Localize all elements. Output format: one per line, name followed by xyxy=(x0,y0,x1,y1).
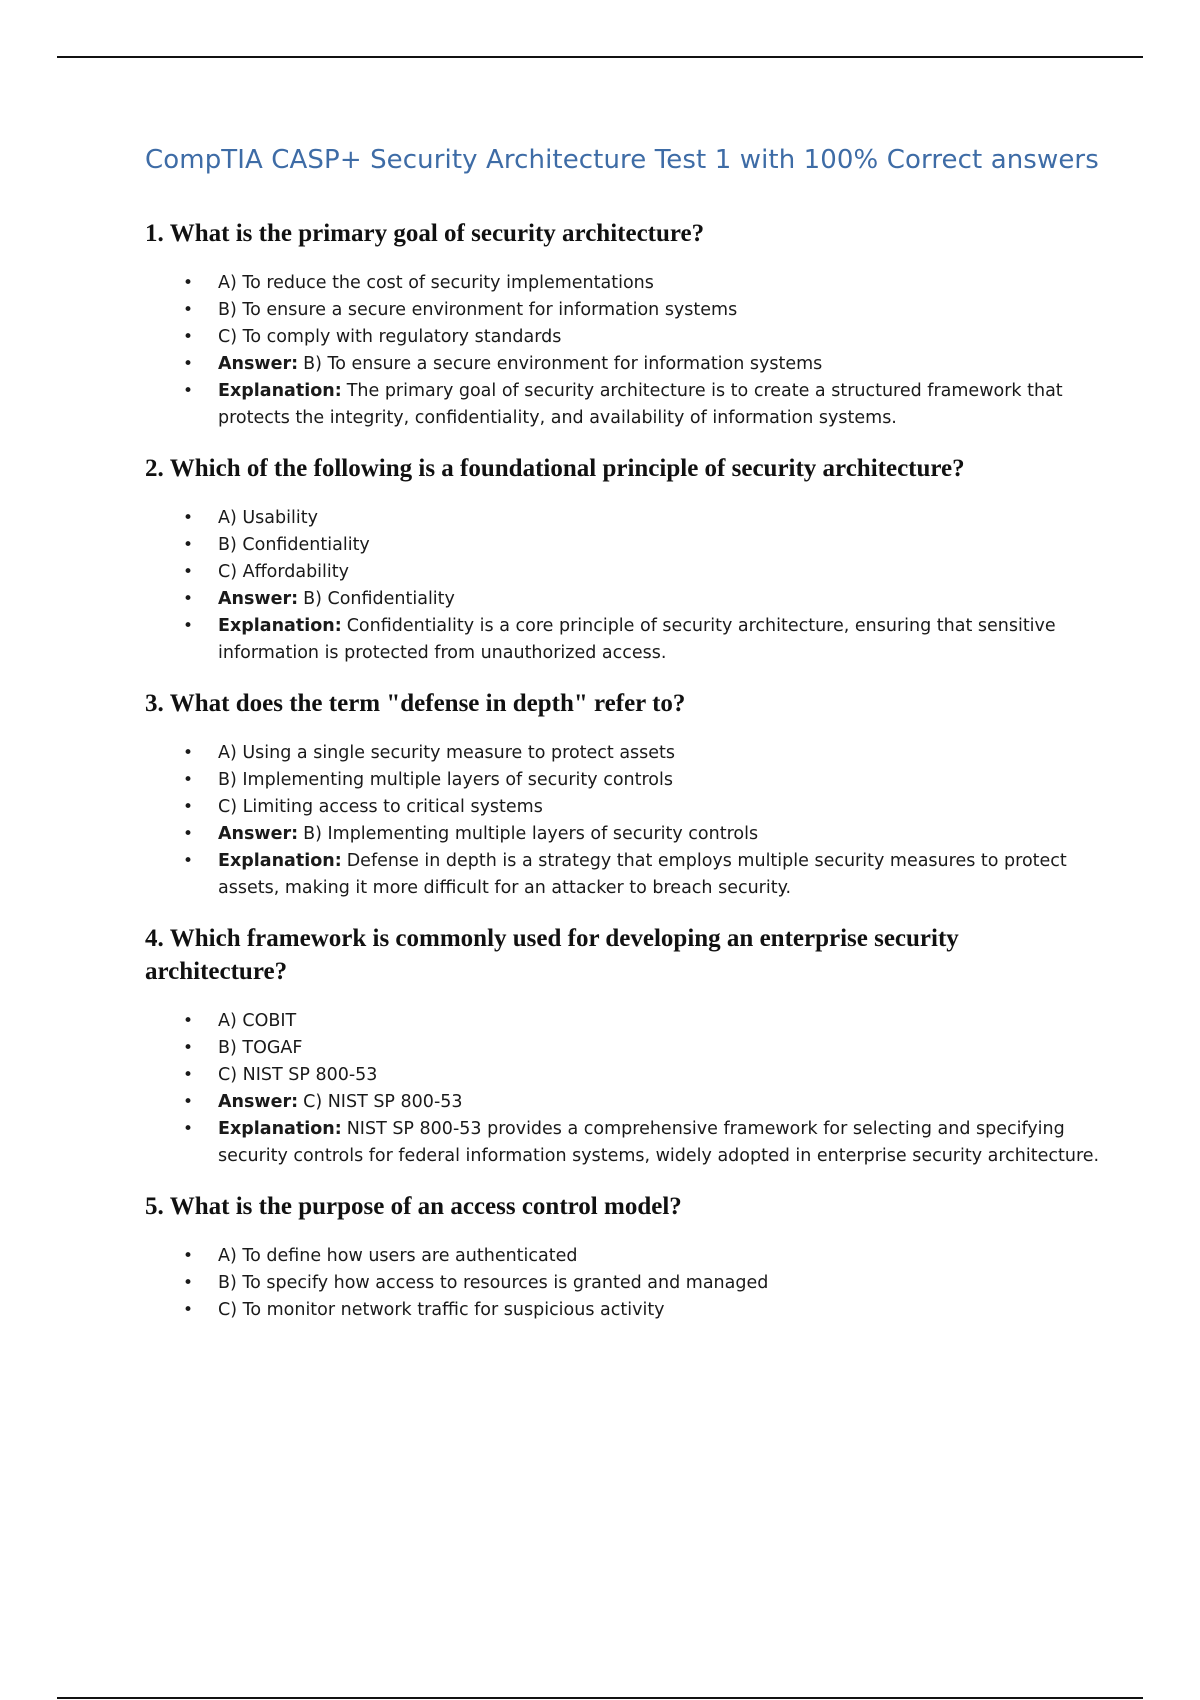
option-text: C) NIST SP 800-53 xyxy=(218,1065,378,1085)
option-b xyxy=(145,767,1105,794)
option-a xyxy=(145,270,1105,297)
bullet-icon: • xyxy=(183,824,194,844)
option-text: B) To ensure a secure environment for information systems xyxy=(218,300,738,320)
bullet-icon: • xyxy=(183,327,194,347)
answer-text: C) NIST SP 800-53 xyxy=(303,1092,463,1112)
bullet-icon: • xyxy=(183,1065,194,1085)
answer-text: B) Confidentiality xyxy=(303,589,455,609)
option-b xyxy=(145,297,1105,324)
bullet-icon: • xyxy=(183,273,194,293)
bullet-icon: • xyxy=(183,535,194,555)
option-b xyxy=(145,1270,1105,1297)
question-5 xyxy=(145,1190,1105,1324)
document-body xyxy=(145,145,1105,1344)
bullet-icon: • xyxy=(183,1246,194,1266)
option-list xyxy=(145,1243,1105,1324)
explanation-label: Explanation: xyxy=(218,851,342,871)
option-a xyxy=(145,1243,1105,1270)
answer-label: Answer: xyxy=(218,354,299,374)
question-heading xyxy=(145,217,1105,250)
bullet-icon: • xyxy=(183,354,194,374)
option-list xyxy=(145,1008,1105,1170)
bottom-rule xyxy=(57,1697,1143,1699)
bullet-icon: • xyxy=(183,1119,194,1139)
option-text: C) Affordability xyxy=(218,562,349,582)
answer-label: Answer: xyxy=(218,1092,299,1112)
question-text: What does the term "defense in depth" refer to? xyxy=(169,690,686,717)
bullet-icon: • xyxy=(183,508,194,528)
bullet-icon: • xyxy=(183,743,194,763)
option-text: B) TOGAF xyxy=(218,1038,303,1058)
explanation-text: NIST SP 800-53 provides a comprehensive framework for selecting and specifying security controls for federal information systems, widely adopted in enterprise security architecture. xyxy=(218,1119,1100,1166)
bullet-icon: • xyxy=(183,589,194,609)
bullet-icon: • xyxy=(183,1011,194,1031)
question-heading xyxy=(145,452,1105,485)
answer-text: B) To ensure a secure environment for information systems xyxy=(303,354,823,374)
option-c xyxy=(145,1062,1105,1089)
option-list xyxy=(145,740,1105,902)
explanation-label: Explanation: xyxy=(218,381,342,401)
top-rule xyxy=(57,56,1143,58)
question-text: What is the primary goal of security architecture? xyxy=(169,220,705,247)
option-text: A) Using a single security measure to protect assets xyxy=(218,743,676,763)
option-c xyxy=(145,794,1105,821)
option-b xyxy=(145,1035,1105,1062)
question-3 xyxy=(145,687,1105,902)
explanation-label: Explanation: xyxy=(218,1119,342,1139)
option-a xyxy=(145,1008,1105,1035)
question-number: 4. xyxy=(145,925,164,952)
option-list xyxy=(145,270,1105,432)
bullet-icon: • xyxy=(183,770,194,790)
bullet-icon: • xyxy=(183,1092,194,1112)
option-text: B) Confidentiality xyxy=(218,535,370,555)
question-heading xyxy=(145,687,1105,720)
question-number: 5. xyxy=(145,1193,164,1220)
question-text: Which of the following is a foundational principle of security architecture? xyxy=(169,455,965,482)
option-text: C) Limiting access to critical systems xyxy=(218,797,543,817)
question-number: 1. xyxy=(145,220,164,247)
explanation-item xyxy=(145,848,1105,902)
answer-item xyxy=(145,351,1105,378)
question-text: What is the purpose of an access control model? xyxy=(169,1193,682,1220)
bullet-icon: • xyxy=(183,381,194,401)
bullet-icon: • xyxy=(183,1273,194,1293)
answer-label: Answer: xyxy=(218,824,299,844)
explanation-text: Defense in depth is a strategy that employs multiple security measures to protect assets, making it more difficult for an attacker to breach security. xyxy=(218,851,1067,898)
explanation-label: Explanation: xyxy=(218,616,342,636)
option-a xyxy=(145,505,1105,532)
bullet-icon: • xyxy=(183,562,194,582)
question-1 xyxy=(145,217,1105,432)
option-text: C) To monitor network traffic for suspicious activity xyxy=(218,1300,665,1320)
question-number: 3. xyxy=(145,690,164,717)
bullet-icon: • xyxy=(183,851,194,871)
answer-text: B) Implementing multiple layers of security controls xyxy=(303,824,759,844)
question-number: 2. xyxy=(145,455,164,482)
answer-item xyxy=(145,1089,1105,1116)
bullet-icon: • xyxy=(183,616,194,636)
explanation-text: The primary goal of security architecture is to create a structured framework that protects the integrity, confidentiality, and availability of information systems. xyxy=(218,381,1063,428)
option-c xyxy=(145,1297,1105,1324)
option-text: A) Usability xyxy=(218,508,318,528)
bullet-icon: • xyxy=(183,1038,194,1058)
question-4 xyxy=(145,922,1105,1170)
explanation-text: Confidentiality is a core principle of security architecture, ensuring that sensitive information is protected from unauthorized access. xyxy=(218,616,1056,663)
document-title: CompTIA CASP+ Security Architecture Test 1 with 100% Correct answers xyxy=(145,145,1099,175)
question-text: Which framework is commonly used for developing an enterprise security architecture? xyxy=(145,925,959,985)
option-list xyxy=(145,505,1105,667)
explanation-item xyxy=(145,1116,1105,1170)
option-text: C) To comply with regulatory standards xyxy=(218,327,562,347)
option-text: A) COBIT xyxy=(218,1011,297,1031)
explanation-item xyxy=(145,613,1105,667)
option-c xyxy=(145,559,1105,586)
bullet-icon: • xyxy=(183,300,194,320)
question-heading xyxy=(145,922,1105,988)
option-text: A) To define how users are authenticated xyxy=(218,1246,578,1266)
option-b xyxy=(145,532,1105,559)
question-heading xyxy=(145,1190,1105,1223)
bullet-icon: • xyxy=(183,797,194,817)
option-text: A) To reduce the cost of security implementations xyxy=(218,273,654,293)
option-c xyxy=(145,324,1105,351)
explanation-item xyxy=(145,378,1105,432)
answer-label: Answer: xyxy=(218,589,299,609)
question-2 xyxy=(145,452,1105,667)
option-text: B) To specify how access to resources is granted and managed xyxy=(218,1273,769,1293)
option-a xyxy=(145,740,1105,767)
option-text: B) Implementing multiple layers of security controls xyxy=(218,770,673,790)
answer-item xyxy=(145,586,1105,613)
bullet-icon: • xyxy=(183,1300,194,1320)
answer-item xyxy=(145,821,1105,848)
